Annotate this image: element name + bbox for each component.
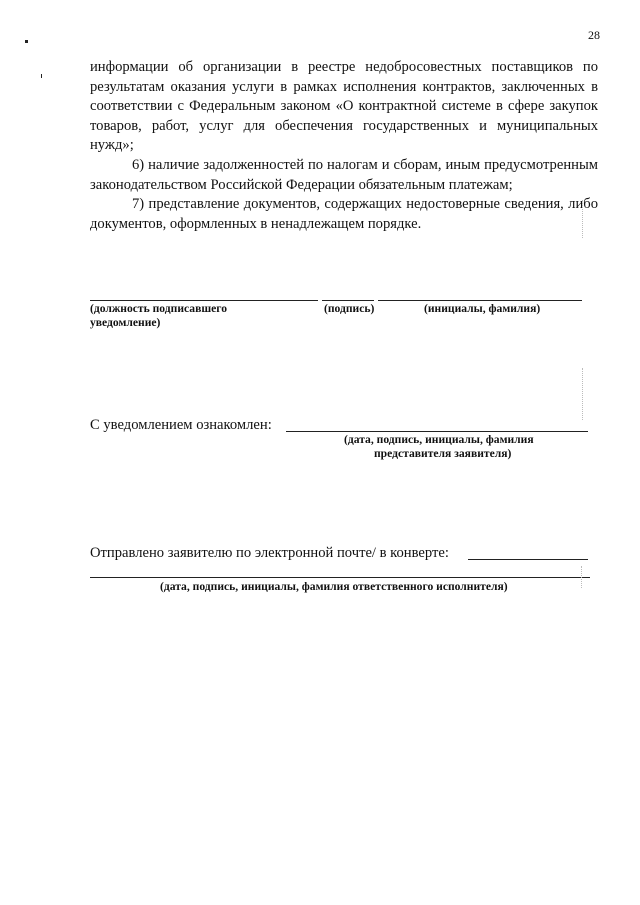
document-body (90, 58, 598, 234)
acknowledgement-label: С уведомлением ознакомлен: (90, 417, 272, 433)
scan-artifact-line (582, 200, 583, 238)
executor-line (90, 577, 590, 578)
scan-artifact-dot (25, 40, 28, 43)
sent-caption: (дата, подпись, инициалы, фамилия ответственного исполнителя) (160, 580, 508, 593)
paragraph-registry: информации об организации в реестре недобросовестных поставщиков по результатам оказания услуги в рамках исполнения контрактов, заключенных в соответствии с Федеральным законом «О контрактной системе в сфере закупок товаров, работ, услуг для обеспечения государственных и муниципальных нужд»; (90, 59, 598, 154)
scan-artifact-line (581, 566, 582, 588)
acknowledgement-caption-1: (дата, подпись, инициалы, фамилия (344, 433, 534, 446)
position-caption-text: (должность подписавшего уведомление) (90, 302, 228, 329)
position-signature-line (90, 300, 318, 301)
signature-line (322, 300, 374, 301)
scan-artifact-line (582, 368, 583, 420)
acknowledgement-line (286, 431, 588, 432)
sent-label: Отправлено заявителю по электронной почте/ в конверте: (90, 545, 449, 561)
sent-line (468, 559, 588, 560)
initials-line (378, 300, 582, 301)
scan-artifact-dot (41, 74, 42, 78)
paragraph-item-7: 7) представление документов, содержащих недостоверные сведения, либо документов, оформленных в ненадлежащем порядке. (90, 196, 598, 232)
acknowledgement-caption-2: представителя заявителя) (374, 447, 512, 460)
initials-caption: (инициалы, фамилия) (424, 302, 541, 315)
position-caption (90, 302, 250, 330)
paragraph-item-6: 6) наличие задолженностей по налогам и сборам, иным предусмотренным законодательством Российской Федерации обязательным платежам; (90, 156, 598, 193)
page-number: 28 (588, 28, 600, 42)
signature-caption: (подпись) (324, 302, 375, 315)
